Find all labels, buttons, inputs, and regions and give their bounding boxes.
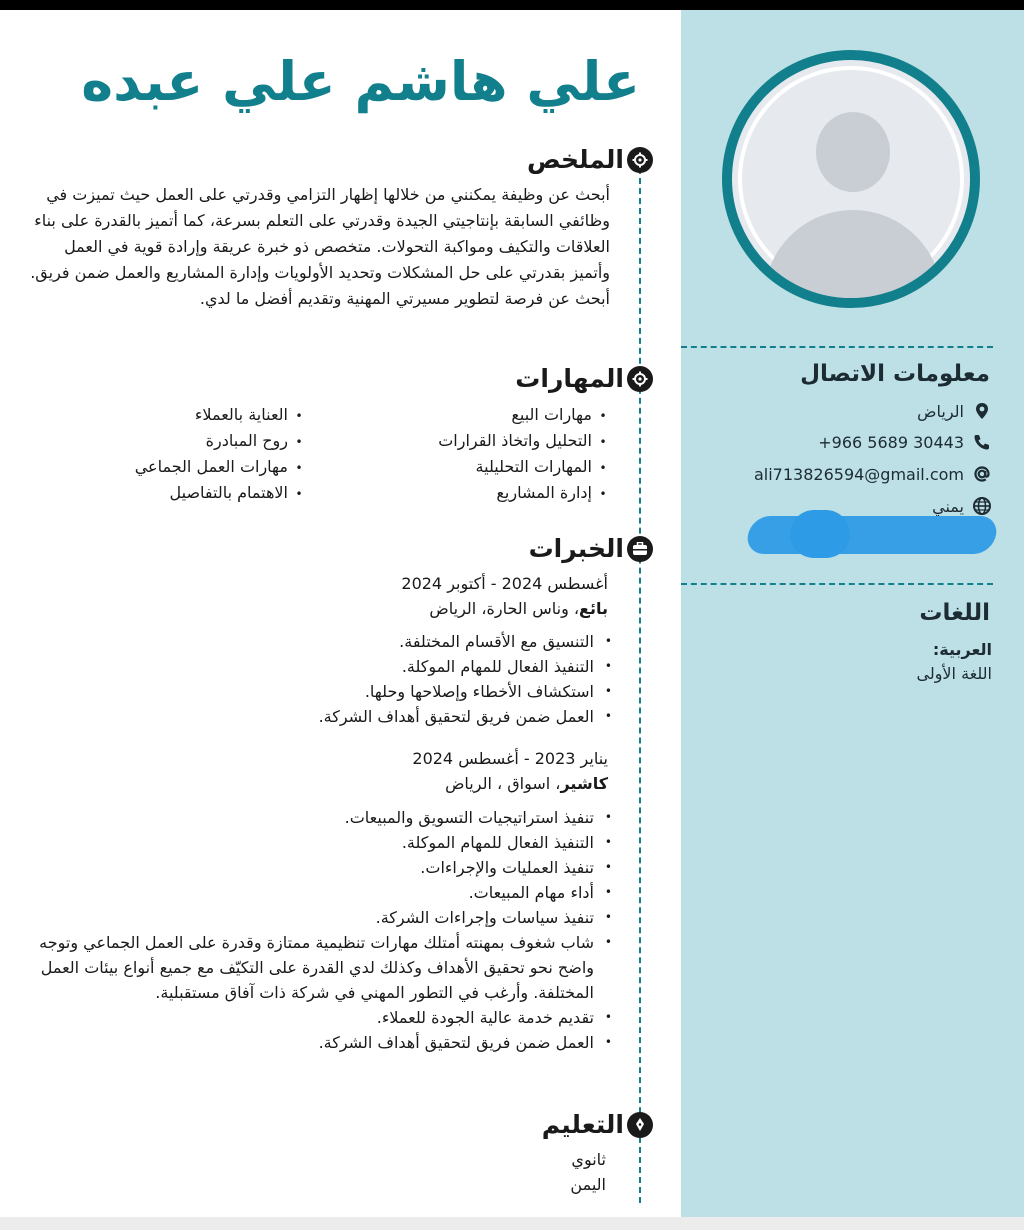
candidate-name: علي هاشم علي عبده	[81, 50, 640, 113]
redaction-mark	[745, 516, 1000, 554]
gear-icon	[627, 147, 653, 173]
job-place: ، اسواق ، الرياض	[445, 774, 561, 793]
education-country: اليمن	[570, 1175, 606, 1194]
at-icon	[972, 464, 992, 484]
job-role: كاشير	[560, 774, 608, 793]
list-item: • التحليل واتخاذ القرارات	[438, 428, 614, 454]
education-title: التعليم	[541, 1110, 624, 1139]
job-title	[445, 774, 608, 793]
list-item: • التنسيق مع الأقسام المختلفة.	[286, 629, 616, 654]
list-item: • شاب شغوف بمهنته أمتلك مهارات تنظيمية ممتازة وقدرة على العمل الجماعي وتوجه واضح نحو تحقيق الأهداف وكذلك لدي القدرة على التكيّف مع جميع أنواع بيئات العمل المختلفة. وأرغب في التطور المهني في شركة ذات آفاق مستقبلية.	[36, 930, 616, 1005]
job-title	[429, 599, 608, 618]
divider	[681, 346, 993, 348]
list-item: • تنفيذ استراتيجيات التسويق والمبيعات.	[36, 805, 616, 830]
contact-city	[917, 398, 992, 424]
list-item: • تنفيذ العمليات والإجراءات.	[36, 855, 616, 880]
list-item: • استكشاف الأخطاء وإصلاحها وحلها.	[286, 679, 616, 704]
list-item: • مهارات البيع	[438, 402, 614, 428]
list-item: • العناية بالعملاء	[135, 402, 310, 428]
list-item: • تنفيذ سياسات وإجراءات الشركة.	[36, 905, 616, 930]
pen-icon	[627, 1112, 653, 1138]
skills-list-1	[438, 402, 614, 506]
summary-text: أبحث عن وظيفة يمكنني من خلالها إظهار التزامي وقدرتي على العمل حيث تميزت في وظائفي السابقة بإنتاجيتي الجيدة وقدرتي على التعلم بسرعة، كما أتميز بالقدرة على بناء العلاقات والتكيف ومواكبة التحولات. متخصص ذو خبرة عريقة وإرادة قوية في العمل وأتميز بقدرتي على حل المشكلات وتحديد الأولويات وإدارة المشاريع والعمل ضمن فريق. أبحث عن فرصة لتطوير مسيرتي المهنية وتقديم أفضل ما لدي.	[30, 185, 610, 308]
contact-phone	[818, 429, 992, 455]
list-item: • العمل ضمن فريق لتحقيق أهداف الشركة.	[36, 1030, 616, 1055]
skills-title: المهارات	[515, 364, 624, 393]
list-item: • العمل ضمن فريق لتحقيق أهداف الشركة.	[286, 704, 616, 729]
job-role: بائع	[579, 599, 608, 618]
briefcase-icon	[627, 536, 653, 562]
job-date: يناير 2023 - أغسطس 2024	[412, 749, 608, 768]
top-bar	[0, 0, 1024, 10]
globe-icon	[972, 496, 992, 516]
contact-email	[754, 461, 992, 487]
list-item: • تقديم خدمة عالية الجودة للعملاء.	[36, 1005, 616, 1030]
location-icon	[972, 401, 992, 421]
avatar	[722, 50, 980, 308]
summary-title: الملخص	[526, 145, 624, 174]
list-item: • التنفيذ الفعال للمهام الموكلة.	[286, 654, 616, 679]
gear-icon	[627, 366, 653, 392]
list-item: • إدارة المشاريع	[438, 480, 614, 506]
list-item: • أداء مهام المبيعات.	[36, 880, 616, 905]
contact-title: معلومات الاتصال	[800, 361, 990, 387]
city-text: الرياض	[917, 401, 964, 421]
divider	[681, 583, 993, 585]
email-text[interactable]: ali713826594@gmail.com	[753, 464, 964, 484]
education-level: ثانوي	[571, 1150, 606, 1169]
job-bullets	[36, 805, 616, 1055]
list-item: • مهارات العمل الجماعي	[135, 454, 310, 480]
list-item: • الاهتمام بالتفاصيل	[135, 480, 310, 506]
list-item: • المهارات التحليلية	[438, 454, 614, 480]
skills-list-2	[135, 402, 310, 506]
redaction-mark	[790, 510, 850, 558]
timeline-line	[639, 158, 641, 1203]
list-item: • التنفيذ الفعال للمهام الموكلة.	[36, 830, 616, 855]
nationality-text: يمني	[932, 496, 964, 516]
list-item: • روح المبادرة	[135, 428, 310, 454]
job-bullets	[286, 629, 616, 729]
languages-title: اللغات	[919, 600, 990, 626]
bottom-bar	[0, 1217, 1024, 1230]
avatar-head	[816, 112, 890, 192]
language-level: اللغة الأولى	[916, 664, 992, 683]
phone-text: +966 5689 30443	[818, 432, 964, 452]
phone-icon	[972, 432, 992, 452]
language-name: العربية:	[932, 640, 992, 659]
experience-title: الخبرات	[528, 534, 624, 563]
job-place: ، وناس الحارة، الرياض	[429, 599, 580, 618]
job-date: أغسطس 2024 - أكتوبر 2024	[401, 574, 608, 593]
